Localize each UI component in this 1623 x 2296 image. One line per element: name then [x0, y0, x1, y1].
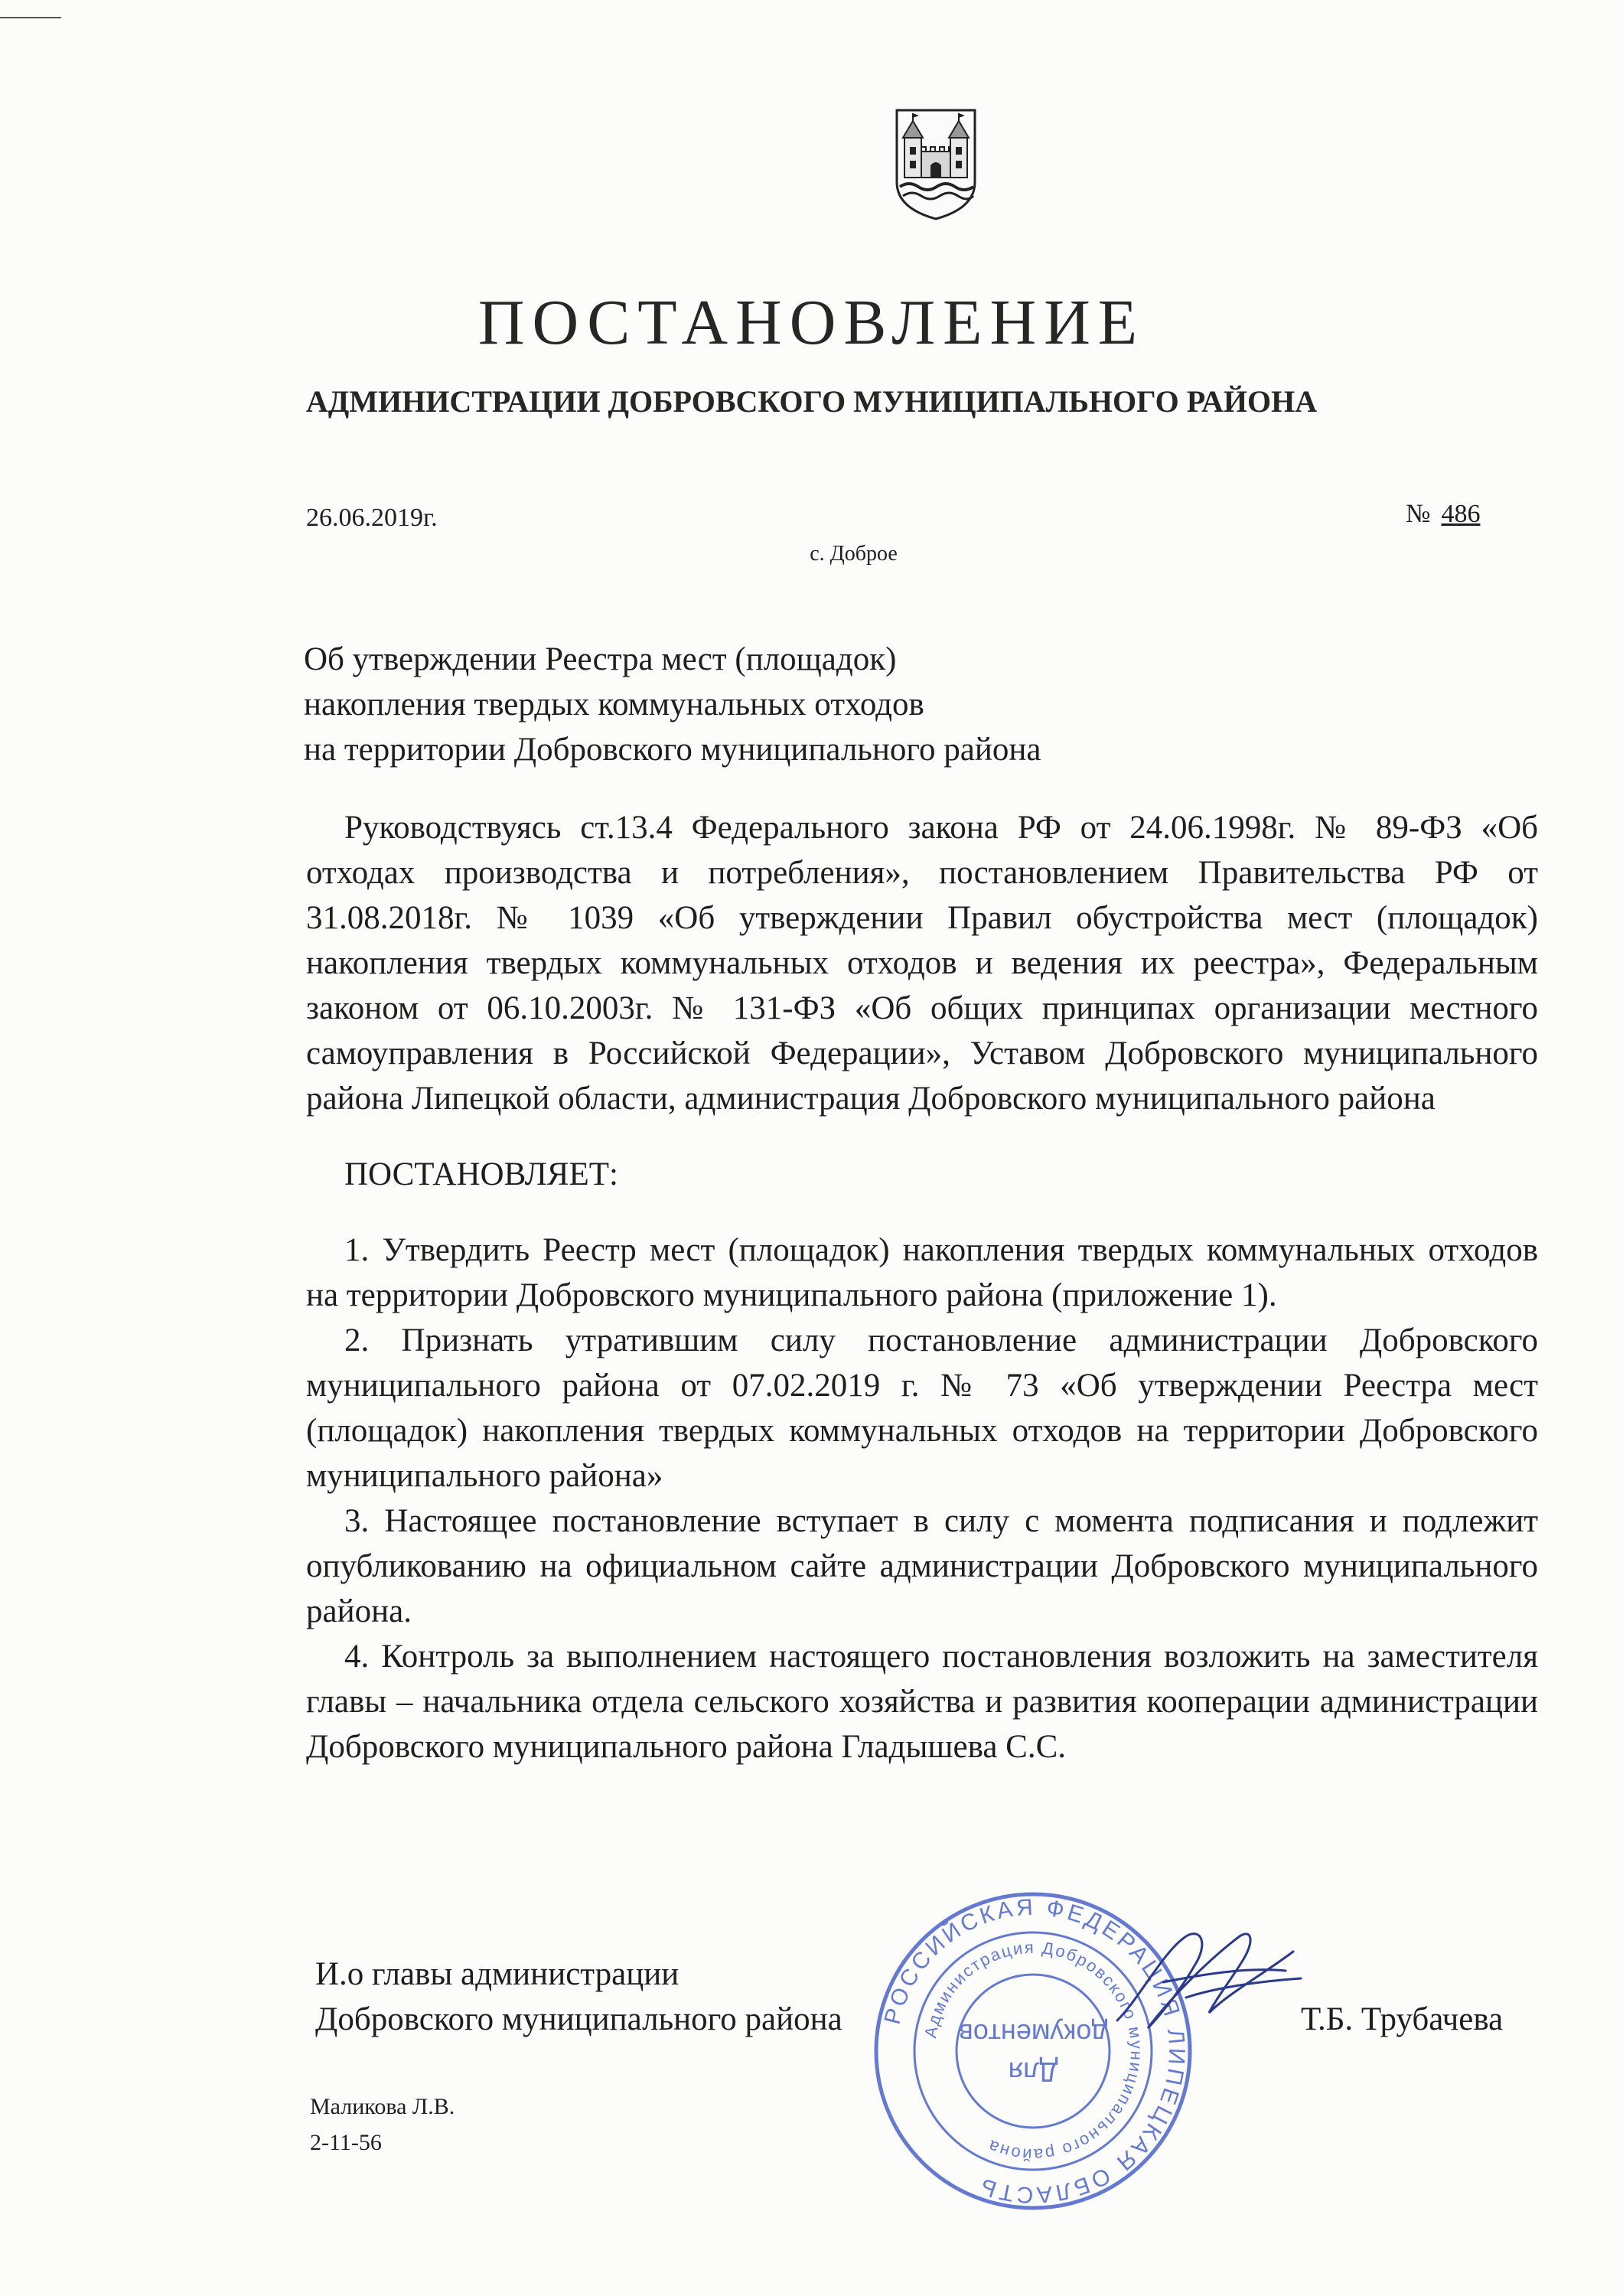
document-title: ПОСТАНОВЛЕНИЕ [477, 287, 1146, 358]
signer-position-line: Добровского муниципального района [315, 2001, 842, 2037]
scan-edge-mark [0, 9, 61, 12]
resolution-item-3: 3. Настоящее постановление вступает в силу с момента подписания и подлежит опубликованию на официальном сайте администрации Добровского муниципального района. [306, 1503, 1538, 1629]
stamp-inner-text: Администрация Добровского муниципального района [921, 1937, 1147, 2165]
stamp-center-line2: документов [958, 2018, 1108, 2050]
subject-line: Об утверждении Реестра мест (площадок) [304, 641, 897, 677]
stamp-center-line1: Для [1008, 2056, 1058, 2088]
number-sign: № [1406, 500, 1431, 528]
resolution-item-1: 1. Утвердить Реестр мест (площадок) накопления твердых коммунальных отходов на территории Добровского муниципального района (приложение 1). [306, 1232, 1538, 1313]
handwritten-signature [1094, 1906, 1316, 2059]
document-body [306, 805, 1538, 1769]
stamp-outer-text: РОССИЙСКАЯ ФЕДЕРАЦИЯ ЛИПЕЦКАЯ ОБЛАСТЬ [879, 1894, 1190, 2208]
document-date: 26.06.2019г. [306, 504, 438, 532]
issuer-name: АДМИНИСТРАЦИИ ДОБРОВСКОГО МУНИЦИПАЛЬНОГО РАЙОНА [305, 384, 1318, 419]
document-place: с. Доброе [810, 542, 898, 566]
subject-line: на территории Добровского муниципального района [304, 732, 1041, 768]
document-number [1406, 501, 1480, 527]
signer-position [315, 1952, 842, 2042]
resolution-item-4: 4. Контроль за выполнением настоящего постановления возложить на заместителя главы – начальника отдела сельского хозяйства и развития кооперации администрации Добровского муниципального района Гладышева С.С. [306, 1639, 1538, 1765]
executor-name: Маликова Л.В. [310, 2094, 455, 2119]
executor-phone: 2-11-56 [310, 2130, 382, 2155]
subject-line: накопления твердых коммунальных отходов [304, 687, 924, 722]
preamble-paragraph: Руководствуясь ст.13.4 Федерального закона РФ от 24.06.1998г. № 89-ФЗ «Об отходах производства и потребления», постановлением Правительства РФ от 31.08.2018г. № 1039 «Об утверждении Правил обустройства мест (площадок) накопления твердых коммунальных отходов и ведения их реестра», Федеральным законом от 06.10.2003г. № 131-ФЗ «Об общих принципах организации местного самоуправления в Российской Федерации», Уставом Добровского муниципального района Липецкой области, администрация Добровского муниципального района [306, 810, 1538, 1117]
resolve-heading: ПОСТАНОВЛЯЕТ: [344, 1156, 618, 1192]
executor-info [310, 2089, 455, 2161]
document-subject [304, 637, 1041, 772]
coat-of-arms-icon [894, 107, 978, 222]
signer-position-line: И.о главы администрации [315, 1956, 680, 1992]
number-value: 486 [1441, 500, 1481, 528]
resolution-item-2: 2. Признать утратившим силу постановление администрации Добровского муниципального района от 07.02.2019 г. № 73 «Об утверждении Реестра мест (площадок) накопления твердых коммунальных отходов на территории Добровского муниципального района» [306, 1322, 1538, 1494]
signer-name: Т.Б. Трубачева [1301, 2001, 1504, 2037]
